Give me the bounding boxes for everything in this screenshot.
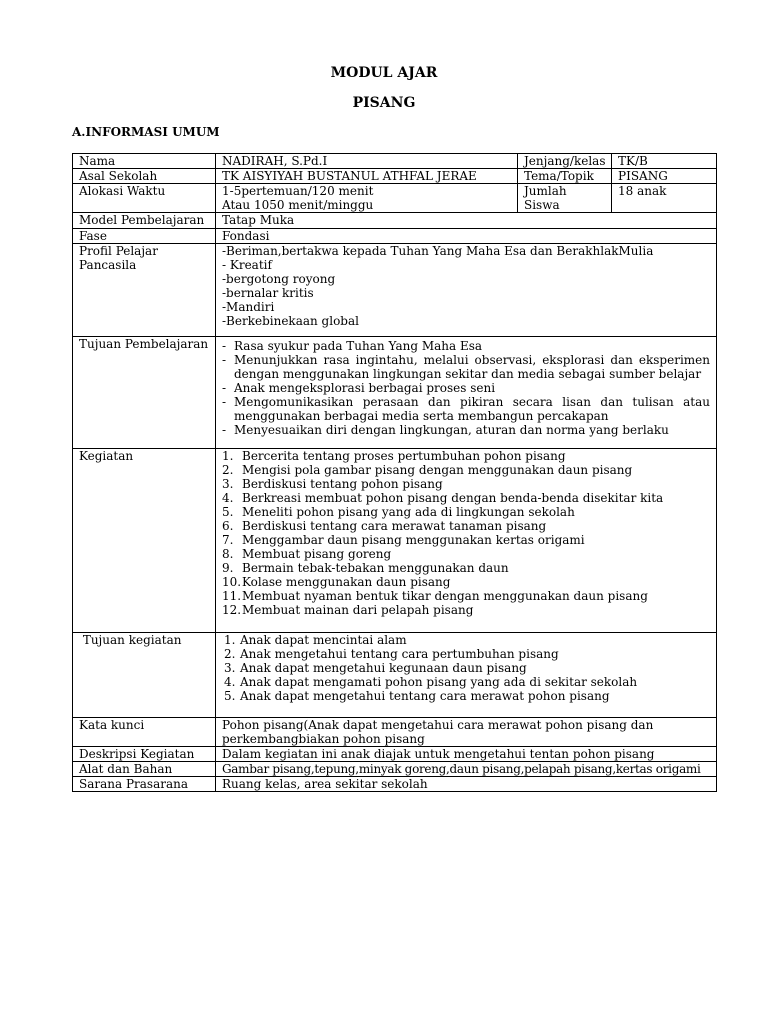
list-item <box>222 561 710 575</box>
model-label: Model Pembelajaran <box>73 213 216 229</box>
jumlah-value: 18 anak <box>612 184 717 213</box>
item-number: 5. <box>224 689 236 703</box>
item-number: 1. <box>222 449 234 463</box>
alat-value: Gambar pisang,tepung,minyak goreng,daun pisang,pelapah pisang,kertas origami <box>216 762 717 777</box>
list-item-text: Berkreasi membuat pohon pisang dengan benda-benda disekitar kita <box>242 491 664 505</box>
asal-value: TK AISYIYAH BUSTANUL ATHFAL JERAE <box>216 169 518 184</box>
list-item <box>222 339 710 353</box>
list-item <box>224 661 710 675</box>
tema-value: PISANG <box>612 169 717 184</box>
list-item <box>224 647 710 661</box>
profil-label <box>73 244 216 337</box>
list-item <box>222 519 710 533</box>
list-item <box>222 533 710 547</box>
list-item-text: Mengisi pola gambar pisang dengan menggunakan daun pisang <box>242 463 633 477</box>
item-number: 4. <box>224 675 236 689</box>
list-item-text: Berdiskusi tentang cara merawat tanaman pisang <box>242 519 547 533</box>
list-item <box>222 463 710 477</box>
table-row <box>73 244 717 337</box>
nama-value: NADIRAH, S.Pd.I <box>216 154 518 169</box>
list-item-text: Rasa syukur pada Tuhan Yang Maha Esa <box>234 339 483 353</box>
list-item-text: Menyesuaikan diri dengan lingkungan, aturan dan norma yang berlaku <box>234 423 669 437</box>
list-item-text: Membuat mainan dari pelapah pisang <box>242 603 474 617</box>
item-number: 6. <box>222 519 234 533</box>
list-item <box>224 689 710 703</box>
alat-label: Alat dan Bahan <box>73 762 216 777</box>
list-item: -Beriman,bertakwa kepada Tuhan Yang Maha Esa dan BerakhlakMulia <box>222 244 654 258</box>
table-row <box>73 747 717 762</box>
list-item <box>222 449 710 463</box>
list-item-text: Anak mengetahui tentang cara pertumbuhan pisang <box>240 647 559 661</box>
tujuan-pembelajaran-label: Tujuan Pembelajaran <box>73 337 216 449</box>
list-item-text: Membuat pisang goreng <box>242 547 392 561</box>
bullet-marker: - <box>222 339 227 353</box>
list-item <box>224 633 710 647</box>
table-row <box>73 777 717 792</box>
table-row <box>73 154 717 169</box>
tujuan-kegiatan-label: Tujuan kegiatan <box>73 633 216 718</box>
list-item <box>222 395 710 423</box>
fase-value: Fondasi <box>216 229 717 244</box>
item-number: 2. <box>224 647 236 661</box>
document-subtitle: PISANG <box>352 95 416 111</box>
list-item <box>222 547 710 561</box>
list-item <box>222 589 710 603</box>
table-row <box>73 337 717 449</box>
sarana-label: Sarana Prasarana <box>73 777 216 792</box>
model-value: Tatap Muka <box>216 213 717 229</box>
item-number: 4. <box>222 491 234 505</box>
jenjang-label: Jenjang/kelas <box>518 154 612 169</box>
list-item: - Kreatif <box>222 258 272 272</box>
list-item <box>222 491 710 505</box>
list-item-text: Anak dapat mengetahui kegunaan daun pisang <box>240 661 527 675</box>
list-item-text: Anak dapat mengetahui tentang cara merawat pohon pisang <box>240 689 610 703</box>
list-item: -bergotong royong <box>222 272 336 286</box>
table-row <box>73 169 717 184</box>
table-row <box>73 229 717 244</box>
item-number: 7. <box>222 533 234 547</box>
list-item-text: Menggambar daun pisang menggunakan kertas origami <box>242 533 585 547</box>
fase-label: Fase <box>73 229 216 244</box>
list-item-text: Membuat nyaman bentuk tikar dengan menggunakan daun pisang <box>242 589 648 603</box>
kegiatan-label: Kegiatan <box>73 449 216 633</box>
table-row <box>73 633 717 718</box>
alokasi-line: 1-5pertemuan/120 menit <box>222 184 374 198</box>
item-number: 3. <box>222 477 234 491</box>
bullet-marker: - <box>222 395 227 409</box>
profil-list <box>216 244 717 337</box>
list-item-text: Anak dapat mengamati pohon pisang yang ada di sekitar sekolah <box>240 675 638 689</box>
list-item <box>222 575 710 589</box>
jenjang-value: TK/B <box>612 154 717 169</box>
table-row <box>73 762 717 777</box>
jumlah-label: Jumlah Siswa <box>518 184 612 213</box>
tujuan-pembelajaran-list <box>216 337 717 449</box>
item-number: 9. <box>222 561 234 575</box>
kata-kunci-label: Kata kunci <box>73 718 216 747</box>
item-number: 5. <box>222 505 234 519</box>
list-item <box>222 353 710 381</box>
item-number: 1. <box>224 633 236 647</box>
alokasi-value <box>216 184 518 213</box>
list-item <box>222 505 710 519</box>
list-item-text: Menunjukkan rasa ingintahu, melalui observasi, eksplorasi dan eksperimen dengan menggunakan lingkungan sekitar dan media sebagai sumber belajar <box>234 353 710 381</box>
alokasi-line: Atau 1050 menit/minggu <box>222 198 374 212</box>
info-table <box>72 153 717 792</box>
list-item <box>222 423 710 437</box>
sarana-value: Ruang kelas, area sekitar sekolah <box>216 777 717 792</box>
list-item-text: Kolase menggunakan daun pisang <box>242 575 451 589</box>
bullet-marker: - <box>222 381 227 395</box>
list-item-text: Meneliti pohon pisang yang ada di lingkungan sekolah <box>242 505 575 519</box>
section-heading: A.INFORMASI UMUM <box>72 125 220 139</box>
kegiatan-list <box>216 449 717 633</box>
list-item-text: Bermain tebak-tebakan menggunakan daun <box>242 561 509 575</box>
list-item: -bernalar kritis <box>222 286 314 300</box>
alokasi-label: Alokasi Waktu <box>73 184 216 213</box>
bullet-marker: - <box>222 353 227 367</box>
item-number: 11. <box>222 589 242 603</box>
item-number: 3. <box>224 661 236 675</box>
list-item-text: Anak mengeksplorasi berbagai proses seni <box>234 381 496 395</box>
list-item <box>222 603 710 617</box>
asal-label: Asal Sekolah <box>73 169 216 184</box>
kata-kunci-line: perkembangbiakan pohon pisang <box>222 732 425 746</box>
tujuan-kegiatan-list <box>216 633 717 718</box>
item-number: 2. <box>222 463 234 477</box>
table-row <box>73 213 717 229</box>
tema-label: Tema/Topik <box>518 169 612 184</box>
list-item: -Berkebinekaan global <box>222 314 359 328</box>
list-item: -Mandiri <box>222 300 275 314</box>
list-item-text: Mengomunikasikan perasaan dan pikiran secara lisan dan tulisan atau menggunakan berbagai media serta membangun percakapan <box>234 395 710 423</box>
list-item-text: Bercerita tentang proses pertumbuhan pohon pisang <box>242 449 566 463</box>
nama-label: Nama <box>73 154 216 169</box>
document-title: MODUL AJAR <box>330 65 438 81</box>
kata-kunci-value <box>216 718 717 747</box>
item-number: 12. <box>222 603 242 617</box>
list-item <box>222 477 710 491</box>
deskripsi-label: Deskripsi Kegiatan <box>73 747 216 762</box>
table-row <box>73 718 717 747</box>
item-number: 8. <box>222 547 234 561</box>
list-item <box>222 381 710 395</box>
deskripsi-value: Dalam kegiatan ini anak diajak untuk mengetahui tentan pohon pisang <box>216 747 717 762</box>
table-row <box>73 449 717 633</box>
table-row <box>73 184 717 213</box>
profil-label-line: Profil Pelajar <box>79 244 158 258</box>
profil-label-line: Pancasila <box>79 258 137 272</box>
kata-kunci-line: Pohon pisang(Anak dapat mengetahui cara merawat pohon pisang dan <box>222 718 654 732</box>
list-item-text: Berdiskusi tentang pohon pisang <box>242 477 443 491</box>
list-item-text: Anak dapat mencintai alam <box>240 633 407 647</box>
list-item <box>224 675 710 689</box>
bullet-marker: - <box>222 423 227 437</box>
item-number: 10. <box>222 575 242 589</box>
